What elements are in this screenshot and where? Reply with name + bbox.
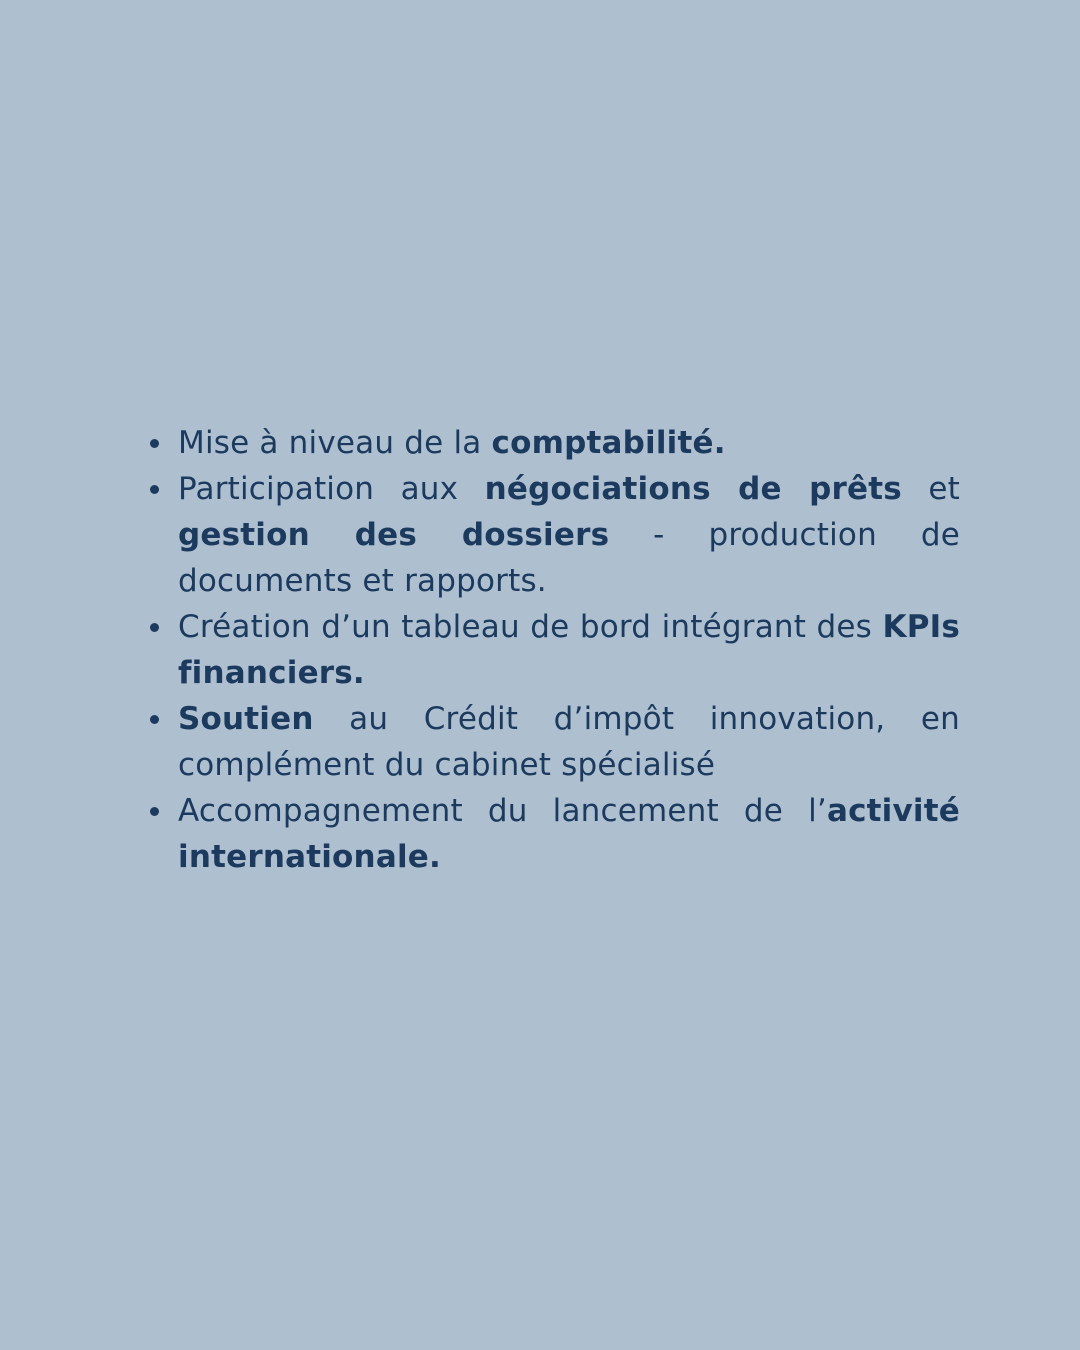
- list-item: [142, 420, 960, 466]
- bullet-list: [142, 420, 960, 880]
- list-item: [142, 696, 960, 788]
- bullet-dot-icon: [150, 485, 159, 494]
- bullet-dot-icon: [150, 715, 159, 724]
- list-item: [142, 604, 960, 696]
- item-text-bold: Soutien: [178, 701, 314, 737]
- bullet-list-container: [142, 420, 960, 880]
- list-item: [142, 466, 960, 604]
- item-text: Accompagnement du lancement de l’: [178, 793, 827, 829]
- bullet-dot-icon: [150, 439, 159, 448]
- list-item: [142, 788, 960, 880]
- bullet-dot-icon: [150, 623, 159, 632]
- item-text: Mise à niveau de la: [178, 425, 492, 461]
- item-text-bold: activité internationale.: [178, 793, 960, 875]
- item-text: Participation aux: [178, 471, 485, 507]
- item-text-bold: KPIs financiers.: [178, 609, 960, 691]
- item-text: Création d’un tableau de bord intégrant des: [178, 609, 883, 645]
- item-text-bold: gestion des dossiers: [178, 517, 610, 553]
- item-text-bold: négociations de prêts: [484, 471, 902, 507]
- item-text: au Crédit d’impôt innovation, en complément du cabinet spécialisé: [178, 701, 960, 783]
- item-text: - production de documents et rapports.: [178, 517, 960, 599]
- item-text: et: [901, 471, 961, 507]
- bullet-dot-icon: [150, 807, 159, 816]
- item-text-bold: comptabilité.: [491, 425, 726, 461]
